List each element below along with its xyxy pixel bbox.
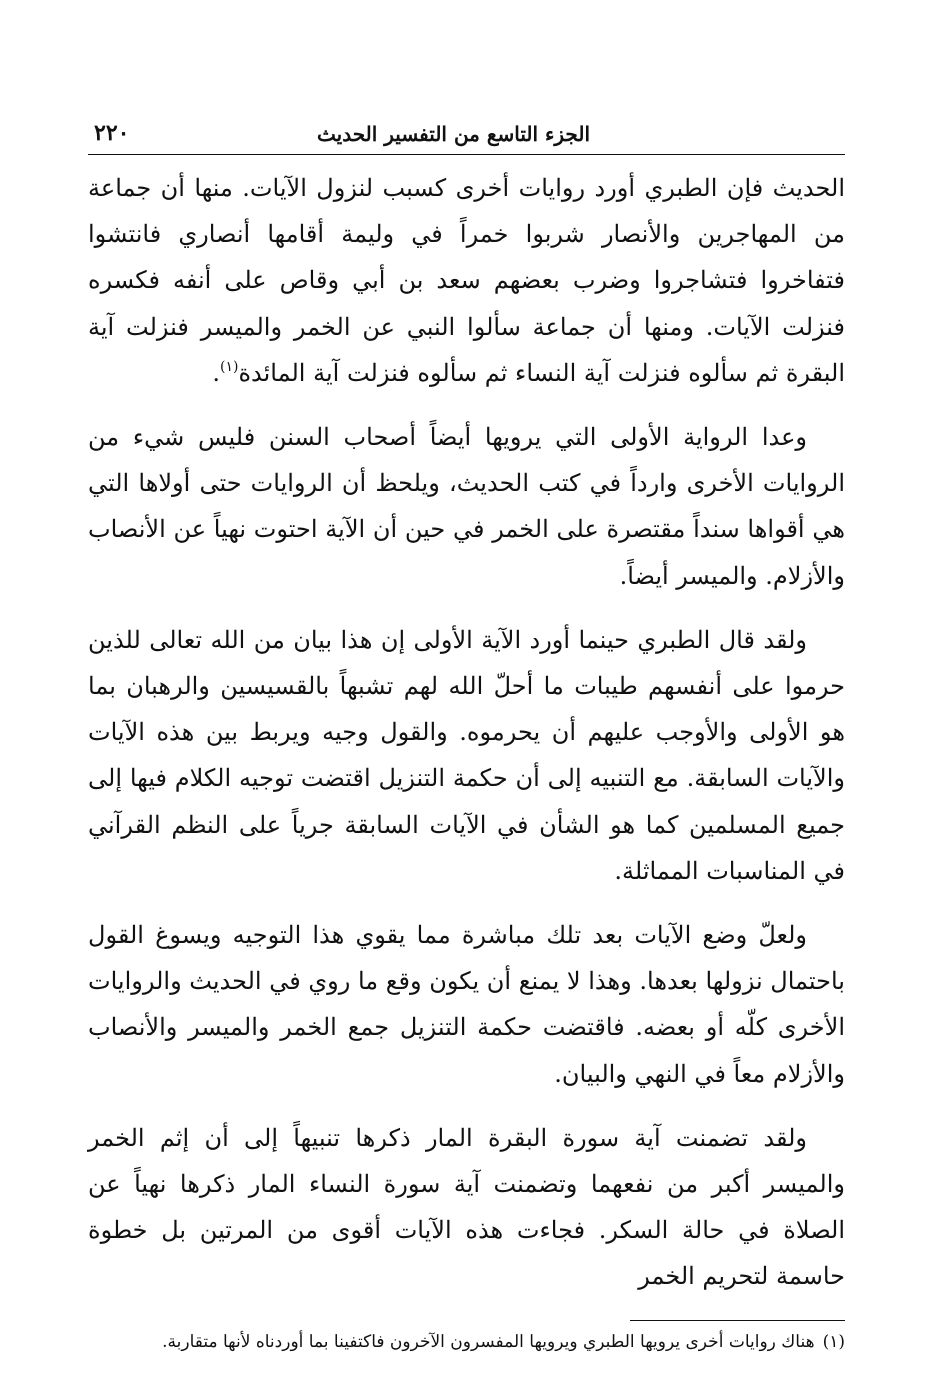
paragraph bbox=[88, 165, 845, 396]
paragraph-tail: . bbox=[212, 358, 220, 387]
footnote-divider bbox=[630, 1320, 845, 1321]
page-body bbox=[88, 165, 845, 1300]
footnote bbox=[88, 1325, 845, 1359]
paragraph-text: الحديث فإن الطبري أورد روايات أخرى كسبب لنزول الآيات. منها أن جماعة من المهاجرين والأنصار شربوا خمراً في وليمة أقامها أنصاري فانتشوا فتفاخروا فتشاجروا وضرب بعضهم سعد بن أبي وقاص على أنفه فكسره فنزلت الآيات. ومنها أن جماعة سألوا النبي عن الخمر والميسر فنزلت آية البقرة ثم سألوه فنزلت آية النساء ثم سألوه فنزلت آية المائدة bbox=[88, 174, 845, 387]
footnote-reference: (١) bbox=[219, 358, 239, 375]
paragraph bbox=[88, 912, 845, 1097]
paragraph-text: ولعلّ وضع الآيات بعد تلك مباشرة مما يقوي هذا التوجيه ويسوغ القول باحتمال نزولها بعدها. وهذا لا يمنع أن يكون وقع ما روي في الحديث والروايات الأخرى كلّه أو بعضه. فاقتضت حكمة التنزيل جمع الخمر والميسر والأنصاب والأزلام معاً في النهي والبيان. bbox=[88, 921, 845, 1088]
paragraph bbox=[88, 1115, 845, 1300]
footnote-marker: (١) bbox=[822, 1331, 845, 1352]
paragraph-text: ولقد قال الطبري حينما أورد الآية الأولى إن هذا بيان من الله تعالى للذين حرموا على أنفسهم طيبات ما أحلّ الله لهم تشبهاً بالقسيسين والرهبان بما هو الأولى والأوجب عليهم أن يحرموه. والقول وجيه ويربط بين هذه الآيات والآيات السابقة. مع التنبيه إلى أن حكمة التنزيل اقتضت توجيه الكلام فيها إلى جميع المسلمين كما هو الشأن في الآيات السابقة جرياً على النظم القرآني في المناسبات المماثلة. bbox=[88, 625, 845, 885]
footnote-text: هناك روايات أخرى يرويها الطبري ويرويها المفسرون الآخرون فاكتفينا بما أوردناه لأنها متقاربة. bbox=[162, 1331, 815, 1352]
paragraph-text: ولقد تضمنت آية سورة البقرة المار ذكرها تنبيهاً إلى أن إثم الخمر والميسر أكبر من نفعهما وتضمنت آية سورة النساء المار ذكرها نهياً عن الصلاة في حالة السكر. فجاءت هذه الآيات أقوى من المرتين بل خطوة حاسمة لتحريم الخمر bbox=[88, 1123, 845, 1291]
paragraph-text: وعدا الرواية الأولى التي يرويها أيضاً أصحاب السنن فليس شيء من الروايات الأخرى وارداً في كتب الحديث، ويلحظ أن الروايات حتى أولاها التي هي أقواها سنداً مقتصرة على الخمر في حين أن الآية احتوت نهياً عن الأنصاب والأزلام. والميسر أيضاً. bbox=[88, 423, 845, 590]
running-header bbox=[88, 118, 845, 155]
running-title: الجزء التاسع من التفسير الحديث bbox=[317, 122, 590, 146]
paragraph bbox=[88, 414, 845, 599]
paragraph bbox=[88, 617, 845, 894]
book-page bbox=[88, 118, 845, 1359]
page-number: ٢٢٠ bbox=[94, 120, 130, 146]
